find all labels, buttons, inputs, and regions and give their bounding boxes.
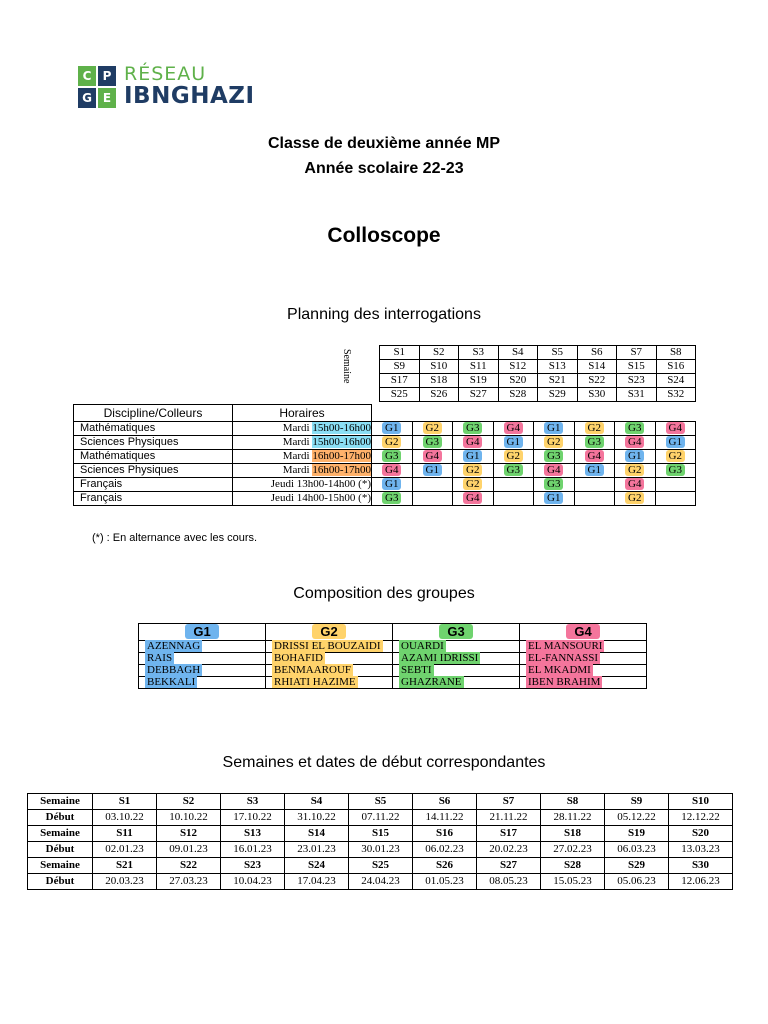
week-label: S23 — [221, 858, 285, 874]
group-slot — [574, 492, 615, 506]
start-date: 12.06.23 — [669, 874, 733, 890]
week-label: S29 — [605, 858, 669, 874]
debut-row — [28, 842, 733, 858]
group-slot — [493, 436, 534, 450]
member-cell — [520, 665, 647, 677]
member-name: EL MKADMI — [528, 664, 591, 676]
week-label: S2 — [157, 794, 221, 810]
week-cell: S21 — [538, 374, 578, 388]
group-tag: G3 — [382, 492, 401, 504]
group-slot — [655, 422, 696, 436]
semaine-vertical-label: Semaine — [341, 349, 352, 384]
planning-table — [73, 404, 696, 506]
member-cell — [520, 677, 647, 689]
member-cell — [520, 641, 647, 653]
week-cell: S19 — [459, 374, 499, 388]
discipline-cell: Mathématiques — [74, 450, 233, 464]
group-slot — [453, 450, 494, 464]
week-cell: S13 — [538, 360, 578, 374]
start-date: 06.03.23 — [605, 842, 669, 858]
planning-section-title: Planning des interrogations — [287, 306, 481, 323]
group-slot — [574, 422, 615, 436]
debut-label: Début — [28, 874, 93, 890]
discipline-cell: Sciences Physiques — [74, 436, 233, 450]
school-year: Année scolaire 22-23 — [304, 160, 464, 177]
group-slot — [655, 464, 696, 478]
week-label: S26 — [413, 858, 477, 874]
member-name: BEKKALI — [147, 676, 196, 688]
horaire-day: Jeudi 13h00-14h00 (*) — [270, 478, 371, 490]
week-label: S16 — [413, 826, 477, 842]
week-cell: S32 — [656, 388, 696, 402]
member-name: EL MANSOURI — [528, 640, 603, 652]
week-cell: S8 — [656, 346, 696, 360]
semaine-row — [28, 794, 733, 810]
start-date: 10.04.23 — [221, 874, 285, 890]
group-tag: G3 — [544, 478, 563, 490]
group-slot — [574, 464, 615, 478]
start-date: 05.06.23 — [605, 874, 669, 890]
header-spacer — [615, 405, 656, 422]
group-tag: G3 — [382, 450, 401, 462]
start-date: 20.02.23 — [477, 842, 541, 858]
start-date: 06.02.23 — [413, 842, 477, 858]
start-date: 14.11.22 — [413, 810, 477, 826]
group-slot — [372, 478, 413, 492]
group-tag: G2 — [463, 464, 482, 476]
start-date: 24.04.23 — [349, 874, 413, 890]
week-cell: S9 — [380, 360, 420, 374]
week-label: S14 — [285, 826, 349, 842]
group-slot — [493, 422, 534, 436]
start-date: 17.10.22 — [221, 810, 285, 826]
week-label: S11 — [93, 826, 157, 842]
group-tag: G2 — [382, 436, 401, 448]
week-cell: S3 — [459, 346, 499, 360]
week-cell: S27 — [459, 388, 499, 402]
start-date: 09.01.23 — [157, 842, 221, 858]
group-tag: G3 — [504, 464, 523, 476]
group-slot — [412, 464, 453, 478]
semaine-label: Semaine — [28, 858, 93, 874]
member-cell — [393, 641, 520, 653]
group-header — [520, 624, 647, 641]
discipline-cell: Français — [74, 492, 233, 506]
group-tag: G3 — [625, 422, 644, 434]
group-slot — [655, 450, 696, 464]
group-tag: G2 — [625, 464, 644, 476]
group-tag: G3 — [423, 436, 442, 448]
week-cell: S15 — [617, 360, 657, 374]
group-tag: G4 — [423, 450, 442, 462]
start-date: 10.10.22 — [157, 810, 221, 826]
week-cell: S10 — [419, 360, 459, 374]
week-label: S1 — [93, 794, 157, 810]
group-tag: G1 — [463, 450, 482, 462]
planning-row — [74, 464, 696, 478]
header-spacer — [655, 405, 696, 422]
group-tag: G2 — [463, 478, 482, 490]
planning-header-row — [74, 405, 696, 422]
member-cell — [266, 653, 393, 665]
debut-row — [28, 874, 733, 890]
logo-cell-p: P — [98, 66, 116, 86]
week-cell: S18 — [419, 374, 459, 388]
col-horaires: Horaires — [233, 405, 372, 422]
horaire-day: Mardi — [282, 436, 313, 448]
group-slot — [372, 436, 413, 450]
group-slot — [615, 492, 656, 506]
week-label: S8 — [541, 794, 605, 810]
group-slot — [615, 436, 656, 450]
week-cell: S17 — [380, 374, 420, 388]
semaine-row — [28, 826, 733, 842]
week-label: S10 — [669, 794, 733, 810]
group-tag: G2 — [504, 450, 523, 462]
group-slot — [574, 478, 615, 492]
header-spacer — [372, 405, 413, 422]
group-slot — [453, 422, 494, 436]
semaine-row — [28, 858, 733, 874]
group-tag: G2 — [585, 422, 604, 434]
week-cell: S28 — [498, 388, 538, 402]
group-slot — [493, 464, 534, 478]
week-label: S12 — [157, 826, 221, 842]
member-cell — [266, 665, 393, 677]
planning-row — [74, 478, 696, 492]
member-cell — [393, 665, 520, 677]
week-cell: S20 — [498, 374, 538, 388]
group-tag: G1 — [585, 464, 604, 476]
start-date: 27.02.23 — [541, 842, 605, 858]
member-cell — [139, 677, 266, 689]
group-header — [266, 624, 393, 641]
planning-row — [74, 450, 696, 464]
group-slot — [534, 436, 575, 450]
horaire-cell — [233, 492, 372, 506]
groups-table — [138, 623, 647, 689]
week-grid-row — [380, 374, 696, 388]
header-spacer — [412, 405, 453, 422]
cpge-logo-mark — [78, 66, 116, 108]
group-tag: G3 — [666, 464, 685, 476]
week-label: S15 — [349, 826, 413, 842]
group-slot — [372, 450, 413, 464]
horaire-time-highlight: 15h00-16h00 — [312, 422, 371, 434]
horaire-time-highlight: 15h00-16h00 — [312, 436, 371, 448]
member-name: AZAMI IDRISSI — [401, 652, 479, 664]
group-tag: G3 — [463, 422, 482, 434]
group-slot — [493, 478, 534, 492]
group-slot — [615, 422, 656, 436]
group-tag: G3 — [544, 450, 563, 462]
group-slot — [493, 450, 534, 464]
member-name: GHAZRANE — [401, 676, 462, 688]
group-tag: G4 — [625, 478, 644, 490]
week-cell: S14 — [577, 360, 617, 374]
group-slot — [412, 492, 453, 506]
week-cell: S7 — [617, 346, 657, 360]
week-grid-row — [380, 360, 696, 374]
group-slot — [534, 464, 575, 478]
member-cell — [266, 641, 393, 653]
group-tag: G4 — [463, 492, 482, 504]
group-tag: G1 — [666, 436, 685, 448]
week-label: S7 — [477, 794, 541, 810]
header-spacer — [493, 405, 534, 422]
week-cell: S26 — [419, 388, 459, 402]
week-label: S17 — [477, 826, 541, 842]
group-slot — [493, 492, 534, 506]
start-date: 23.01.23 — [285, 842, 349, 858]
group-slot — [655, 478, 696, 492]
week-label: S4 — [285, 794, 349, 810]
start-date: 05.12.22 — [605, 810, 669, 826]
week-label: S22 — [157, 858, 221, 874]
week-cell: S24 — [656, 374, 696, 388]
reseau-ibnghazi-logo — [78, 63, 278, 112]
group-slot — [534, 422, 575, 436]
start-date: 28.11.22 — [541, 810, 605, 826]
horaire-cell — [233, 464, 372, 478]
discipline-cell: Mathématiques — [74, 422, 233, 436]
week-grid — [379, 345, 696, 402]
start-date: 17.04.23 — [285, 874, 349, 890]
week-label: S30 — [669, 858, 733, 874]
member-name: EL-FANNASSI — [528, 652, 599, 664]
week-label: S24 — [285, 858, 349, 874]
member-name: BENMAAROUF — [274, 664, 352, 676]
start-date: 13.03.23 — [669, 842, 733, 858]
horaire-day: Jeudi 14h00-15h00 (*) — [270, 492, 371, 504]
group-tag: G4 — [382, 464, 401, 476]
week-label: S9 — [605, 794, 669, 810]
group-tag: G1 — [423, 464, 442, 476]
member-name: DEBBAGH — [147, 664, 201, 676]
group-slot — [615, 450, 656, 464]
semaine-label: Semaine — [28, 826, 93, 842]
start-date: 27.03.23 — [157, 874, 221, 890]
week-label: S5 — [349, 794, 413, 810]
group-slot — [615, 464, 656, 478]
group-tag: G4 — [585, 450, 604, 462]
horaire-time-highlight: 16h00-17h00 — [312, 450, 371, 462]
week-label: S28 — [541, 858, 605, 874]
member-cell — [393, 677, 520, 689]
member-cell — [139, 653, 266, 665]
logo-cell-e: E — [98, 88, 116, 108]
groups-section-title: Composition des groupes — [293, 585, 475, 602]
group-slot — [574, 436, 615, 450]
group-tag: G2 — [544, 436, 563, 448]
planning-row — [74, 422, 696, 436]
horaire-cell — [233, 450, 372, 464]
group-slot — [534, 450, 575, 464]
group-header-tag: G3 — [439, 624, 472, 639]
group-tag: G1 — [382, 478, 401, 490]
start-date: 08.05.23 — [477, 874, 541, 890]
week-cell: S29 — [538, 388, 578, 402]
group-tag: G4 — [666, 422, 685, 434]
member-name: AZENNAG — [147, 640, 201, 652]
group-slot — [655, 436, 696, 450]
start-date: 03.10.22 — [93, 810, 157, 826]
week-cell: S30 — [577, 388, 617, 402]
group-tag: G4 — [625, 436, 644, 448]
member-cell — [266, 677, 393, 689]
start-date: 15.05.23 — [541, 874, 605, 890]
class-title: Classe de deuxième année MP — [267, 135, 501, 152]
logo-text-ibnghazi: IBNGHAZI — [124, 83, 255, 109]
member-cell — [139, 665, 266, 677]
week-grid-row — [380, 346, 696, 360]
horaire-day: Mardi — [282, 422, 313, 434]
week-cell: S1 — [380, 346, 420, 360]
start-date: 20.03.23 — [93, 874, 157, 890]
week-label: S13 — [221, 826, 285, 842]
group-header — [139, 624, 266, 641]
group-header-tag: G4 — [566, 624, 599, 639]
group-tag: G3 — [585, 436, 604, 448]
member-name: IBEN BRAHIM — [528, 676, 601, 688]
group-tag: G1 — [504, 436, 523, 448]
member-name: RAIS — [147, 652, 173, 664]
discipline-cell: Français — [74, 478, 233, 492]
logo-cell-c: C — [78, 66, 96, 86]
group-slot — [412, 436, 453, 450]
week-label: S20 — [669, 826, 733, 842]
dates-table — [27, 793, 733, 890]
group-tag: G4 — [504, 422, 523, 434]
member-name: BOHAFID — [274, 652, 323, 664]
week-cell: S22 — [577, 374, 617, 388]
header-spacer — [453, 405, 494, 422]
week-cell: S2 — [419, 346, 459, 360]
member-cell — [520, 653, 647, 665]
week-cell: S31 — [617, 388, 657, 402]
group-slot — [574, 450, 615, 464]
col-discipline: Discipline/Colleurs — [74, 405, 233, 422]
group-tag: G2 — [666, 450, 685, 462]
group-tag: G2 — [625, 492, 644, 504]
group-slot — [412, 478, 453, 492]
header-spacer — [574, 405, 615, 422]
debut-row — [28, 810, 733, 826]
horaire-cell — [233, 478, 372, 492]
horaire-time-highlight: 16h00-17h00 — [312, 464, 371, 476]
week-label: S27 — [477, 858, 541, 874]
group-header — [393, 624, 520, 641]
planning-row — [74, 492, 696, 506]
horaire-day: Mardi — [282, 464, 313, 476]
group-header-tag: G1 — [185, 624, 218, 639]
semaine-label: Semaine — [28, 794, 93, 810]
horaire-cell — [233, 436, 372, 450]
debut-label: Début — [28, 842, 93, 858]
group-tag: G1 — [382, 422, 401, 434]
week-cell: S6 — [577, 346, 617, 360]
group-slot — [453, 478, 494, 492]
member-cell — [139, 641, 266, 653]
group-tag: G4 — [544, 464, 563, 476]
member-name: DRISSI EL BOUZAIDI — [274, 640, 381, 652]
header-spacer — [534, 405, 575, 422]
week-cell: S12 — [498, 360, 538, 374]
week-cell: S5 — [538, 346, 578, 360]
member-row — [139, 665, 647, 677]
logo-cell-g: G — [78, 88, 96, 108]
debut-label: Début — [28, 810, 93, 826]
discipline-cell: Sciences Physiques — [74, 464, 233, 478]
start-date: 31.10.22 — [285, 810, 349, 826]
week-label: S6 — [413, 794, 477, 810]
member-cell — [393, 653, 520, 665]
week-cell: S4 — [498, 346, 538, 360]
alternance-note: (*) : En alternance avec les cours. — [92, 532, 258, 544]
group-slot — [372, 422, 413, 436]
week-cell: S11 — [459, 360, 499, 374]
member-name: RHIATI HAZIME — [274, 676, 356, 688]
logo-text-reseau: RÉSEAU — [124, 63, 207, 85]
week-label: S3 — [221, 794, 285, 810]
group-slot — [412, 422, 453, 436]
group-slot — [372, 464, 413, 478]
horaire-day: Mardi — [282, 450, 313, 462]
week-grid-row — [380, 388, 696, 402]
horaire-cell — [233, 422, 372, 436]
group-header-tag: G2 — [312, 624, 345, 639]
group-slot — [453, 464, 494, 478]
group-slot — [534, 492, 575, 506]
start-date: 07.11.22 — [349, 810, 413, 826]
page-title: Colloscope — [327, 224, 441, 247]
group-slot — [655, 492, 696, 506]
week-cell: S25 — [380, 388, 420, 402]
member-row — [139, 677, 647, 689]
start-date: 01.05.23 — [413, 874, 477, 890]
member-name: SEBTI — [401, 664, 432, 676]
member-row — [139, 653, 647, 665]
start-date: 16.01.23 — [221, 842, 285, 858]
dates-section-title: Semaines et dates de début correspondantes — [222, 754, 546, 771]
group-tag: G1 — [544, 492, 563, 504]
planning-row — [74, 436, 696, 450]
week-label: S18 — [541, 826, 605, 842]
member-row — [139, 641, 647, 653]
group-slot — [534, 478, 575, 492]
member-name: OUARDI — [401, 640, 444, 652]
start-date: 12.12.22 — [669, 810, 733, 826]
group-slot — [372, 492, 413, 506]
group-tag: G1 — [625, 450, 644, 462]
week-label: S19 — [605, 826, 669, 842]
group-slot — [615, 478, 656, 492]
week-cell: S23 — [617, 374, 657, 388]
group-slot — [453, 436, 494, 450]
group-tag: G2 — [423, 422, 442, 434]
start-date: 30.01.23 — [349, 842, 413, 858]
start-date: 21.11.22 — [477, 810, 541, 826]
week-cell: S16 — [656, 360, 696, 374]
group-slot — [412, 450, 453, 464]
week-label: S25 — [349, 858, 413, 874]
week-label: S21 — [93, 858, 157, 874]
group-tag: G4 — [463, 436, 482, 448]
start-date: 02.01.23 — [93, 842, 157, 858]
group-slot — [453, 492, 494, 506]
group-tag: G1 — [544, 422, 563, 434]
